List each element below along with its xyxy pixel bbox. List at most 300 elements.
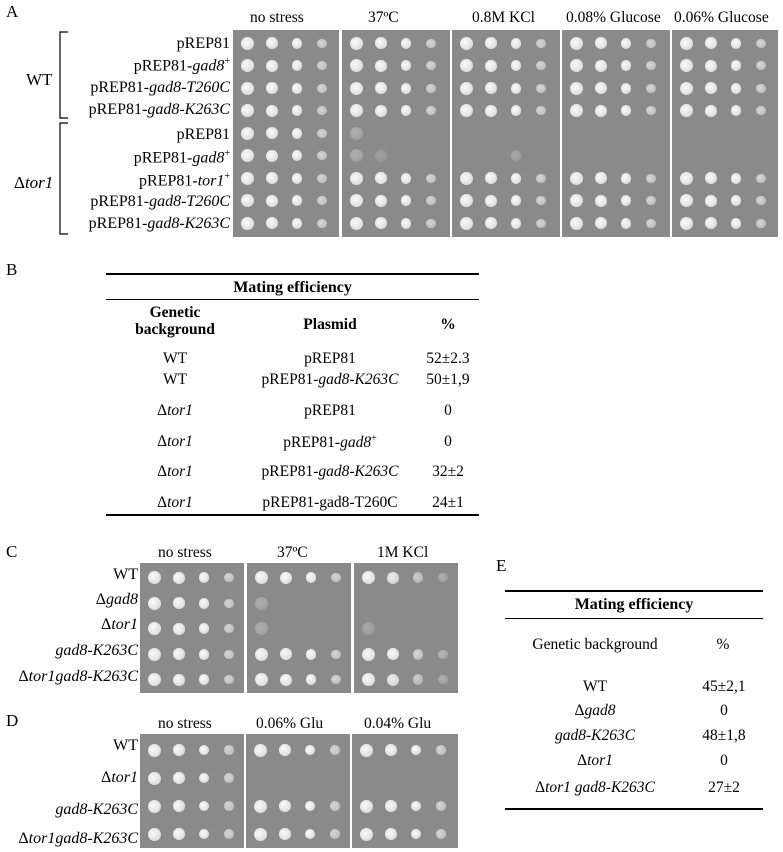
yeast-spot <box>680 194 693 207</box>
yeast-spot <box>148 622 161 635</box>
panel-b-cell-background: WT <box>162 350 188 367</box>
yeast-spot <box>350 149 363 162</box>
yeast-spot <box>306 572 317 583</box>
yeast-spot <box>511 83 522 94</box>
panel-e-cell-percent: 0 <box>720 702 728 719</box>
yeast-spot <box>266 172 278 184</box>
yeast-spot <box>705 105 717 117</box>
panel-a-plate-kcl <box>452 30 560 237</box>
panel-a-row-label: pREP81-gad8-T260C <box>90 79 230 96</box>
yeast-spot <box>292 195 303 206</box>
yeast-spot <box>292 60 303 71</box>
yeast-spot <box>756 106 765 115</box>
yeast-spot <box>387 572 399 584</box>
yeast-spot <box>595 105 607 117</box>
yeast-spot <box>266 150 278 162</box>
yeast-spot <box>317 196 326 205</box>
panel-c-row-label: WT <box>113 566 138 583</box>
panel-e-cell-background: Δgad8 <box>574 702 616 719</box>
yeast-spot <box>413 572 424 583</box>
yeast-spot <box>426 39 435 48</box>
yeast-spot <box>731 105 742 116</box>
yeast-spot <box>148 673 161 686</box>
panel-d-plate-no-stress <box>140 734 244 848</box>
yeast-spot <box>224 650 233 659</box>
yeast-spot <box>306 649 317 660</box>
yeast-spot <box>199 829 210 840</box>
yeast-spot <box>485 195 497 207</box>
yeast-spot <box>266 127 278 139</box>
panel-e-header-background: Genetic background <box>532 636 658 653</box>
yeast-spot <box>199 745 210 756</box>
yeast-spot <box>646 219 655 228</box>
yeast-spot <box>705 82 717 94</box>
yeast-spot <box>362 622 375 635</box>
yeast-spot <box>224 573 233 582</box>
yeast-spot <box>173 597 185 609</box>
panel-d-row-label: Δtor1 <box>101 769 138 786</box>
yeast-spot <box>224 599 233 608</box>
panel-e-cell-background: gad8-K263C <box>554 727 636 744</box>
yeast-spot <box>705 60 717 72</box>
yeast-spot <box>375 172 387 184</box>
panel-d-letter: D <box>6 711 19 730</box>
panel-b-cell-plasmid: pREP81-gad8+ <box>283 433 377 452</box>
panel-a-row-label: pREP81-gad8+ <box>133 148 230 167</box>
panel-b-letter: B <box>6 260 18 279</box>
panel-a-row-label: pREP81-gad8-K263C <box>88 101 230 118</box>
yeast-spot <box>731 60 742 71</box>
yeast-spot <box>595 172 607 184</box>
yeast-spot <box>511 38 522 49</box>
panel-d-row-labels <box>0 0 138 852</box>
yeast-spot <box>241 194 254 207</box>
yeast-spot <box>148 772 161 785</box>
yeast-spot <box>426 219 435 228</box>
yeast-spot <box>266 105 278 117</box>
panel-a-plate-glucose-006 <box>672 30 778 237</box>
yeast-spot <box>255 597 268 610</box>
yeast-spot <box>385 800 397 812</box>
panel-b-cell-percent: 52±2.3 <box>426 350 470 367</box>
yeast-spot <box>331 573 340 582</box>
yeast-spot <box>362 673 375 686</box>
panel-b-cell-plasmid: pREP81-gad8-K263C <box>261 371 399 388</box>
yeast-spot <box>756 219 765 228</box>
panel-b-cell-plasmid: pREP81-gad8-T260C <box>262 494 398 511</box>
yeast-spot <box>375 195 387 207</box>
yeast-spot <box>411 801 422 812</box>
yeast-spot <box>148 800 161 813</box>
yeast-spot <box>292 173 303 184</box>
yeast-spot <box>731 195 742 206</box>
yeast-spot <box>148 597 161 610</box>
yeast-spot <box>411 829 422 840</box>
panel-d-col-glu-004: 0.04% Glu <box>364 715 432 732</box>
yeast-spot <box>436 801 445 810</box>
yeast-spot <box>756 39 765 48</box>
yeast-spot <box>375 60 387 72</box>
yeast-spot <box>241 217 254 230</box>
yeast-spot <box>199 674 210 685</box>
yeast-spot <box>173 772 185 784</box>
yeast-spot <box>426 61 435 70</box>
yeast-spot <box>536 196 545 205</box>
panel-c-row-label: gad8-K263C <box>55 642 138 659</box>
yeast-spot <box>360 800 373 813</box>
yeast-spot <box>460 82 473 95</box>
yeast-spot <box>621 60 632 71</box>
yeast-spot <box>646 61 655 70</box>
yeast-spot <box>731 83 742 94</box>
panel-b-top-rule <box>106 273 479 275</box>
yeast-spot <box>254 744 267 757</box>
panel-a-row-label: pREP81-gad8-K263C <box>88 215 230 232</box>
yeast-spot <box>570 37 583 50</box>
yeast-spot <box>485 60 497 72</box>
yeast-spot <box>199 623 210 634</box>
yeast-spot <box>148 571 161 584</box>
yeast-spot <box>621 195 632 206</box>
yeast-spot <box>680 217 693 230</box>
yeast-spot <box>595 195 607 207</box>
yeast-spot <box>173 572 185 584</box>
yeast-spot <box>536 219 545 228</box>
panel-b-bottom-rule <box>106 514 479 516</box>
panel-a-row-label: pREP81-tor1+ <box>139 171 230 190</box>
yeast-spot <box>199 801 210 812</box>
yeast-spot <box>438 573 447 582</box>
yeast-spot <box>413 649 424 660</box>
yeast-spot <box>224 773 233 782</box>
panel-e-cell-background: Δtor1 <box>577 752 613 769</box>
panel-d-row-label: gad8-K263C <box>55 801 138 818</box>
yeast-spot <box>646 106 655 115</box>
yeast-spot <box>241 127 254 140</box>
yeast-spot <box>292 38 303 49</box>
panel-a-row-label: pREP81 <box>176 35 230 52</box>
yeast-spot <box>317 39 326 48</box>
panel-d-col-no-stress: no stress <box>158 715 212 732</box>
yeast-spot <box>460 104 473 117</box>
yeast-spot <box>595 37 607 49</box>
panel-b-cell-background: Δtor1 <box>157 494 193 511</box>
yeast-spot <box>511 218 522 229</box>
panel-a-col-no-stress: no stress <box>250 9 304 26</box>
yeast-spot <box>279 744 291 756</box>
yeast-spot <box>241 104 254 117</box>
yeast-spot <box>646 196 655 205</box>
yeast-spot <box>595 82 607 94</box>
panel-a-plate-no-stress <box>233 30 339 237</box>
yeast-spot <box>511 60 522 71</box>
yeast-spot <box>460 59 473 72</box>
yeast-spot <box>621 105 632 116</box>
yeast-spot <box>705 37 717 49</box>
panel-b-cell-percent: 50±1,9 <box>426 371 470 388</box>
panel-b-cell-percent: 0 <box>444 402 452 419</box>
yeast-spot <box>241 149 254 162</box>
yeast-spot <box>436 745 445 754</box>
yeast-spot <box>317 84 326 93</box>
yeast-spot <box>292 128 303 139</box>
yeast-spot <box>305 745 316 756</box>
yeast-spot <box>199 598 210 609</box>
yeast-spot <box>173 674 185 686</box>
panel-e-cell-percent: 45±2,1 <box>702 678 746 695</box>
yeast-spot <box>460 194 473 207</box>
panel-b-header-percent: % <box>440 316 456 333</box>
yeast-spot <box>350 37 363 50</box>
yeast-spot <box>331 675 340 684</box>
panel-e-title-rule <box>505 618 763 619</box>
yeast-spot <box>731 38 742 49</box>
panel-b-cell-background: WT <box>162 371 188 388</box>
yeast-spot <box>266 82 278 94</box>
yeast-spot <box>306 674 317 685</box>
yeast-spot <box>731 218 742 229</box>
yeast-spot <box>401 105 412 116</box>
panel-c-letter: C <box>6 542 18 561</box>
yeast-spot <box>401 38 412 49</box>
panel-e-title: Mating efficiency <box>574 596 694 613</box>
yeast-spot <box>292 150 303 161</box>
yeast-spot <box>536 39 545 48</box>
yeast-spot <box>241 172 254 185</box>
panel-c-col-no-stress: no stress <box>158 544 212 561</box>
panel-b-cell-background: Δtor1 <box>157 463 193 480</box>
panel-b-cell-background: Δtor1 <box>157 433 193 450</box>
yeast-spot <box>375 105 387 117</box>
panel-b-title-rule <box>106 299 479 300</box>
yeast-spot <box>350 217 363 230</box>
panel-e-header-percent: % <box>716 636 730 653</box>
yeast-spot <box>266 195 278 207</box>
panel-e-cell-percent: 48±1,8 <box>702 727 746 744</box>
yeast-spot <box>570 104 583 117</box>
yeast-spot <box>570 194 583 207</box>
yeast-spot <box>705 172 717 184</box>
yeast-spot <box>401 218 412 229</box>
yeast-spot <box>756 174 765 183</box>
yeast-spot <box>254 800 267 813</box>
yeast-spot <box>511 150 522 161</box>
yeast-spot <box>331 650 340 659</box>
yeast-spot <box>595 217 607 229</box>
yeast-spot <box>199 649 210 660</box>
panel-a-col-glucose-006: 0.06% Glucose <box>674 9 769 26</box>
yeast-spot <box>224 624 233 633</box>
yeast-spot <box>317 219 326 228</box>
yeast-spot <box>511 173 522 184</box>
panel-e-top-rule <box>505 590 763 592</box>
yeast-spot <box>224 675 233 684</box>
yeast-spot <box>438 650 447 659</box>
yeast-spot <box>255 622 268 635</box>
yeast-spot <box>411 745 422 756</box>
panel-d-plate-glu-004 <box>352 734 458 848</box>
yeast-spot <box>646 174 655 183</box>
yeast-spot <box>317 129 326 138</box>
yeast-spot <box>485 37 497 49</box>
panel-a-group-tor1: Δtor1 <box>14 173 54 192</box>
panel-c-plate-37c <box>247 563 351 693</box>
panel-d-col-glu-006: 0.06% Glu <box>256 715 324 732</box>
yeast-spot <box>595 60 607 72</box>
panel-b-cell-plasmid: pREP81 <box>304 402 356 419</box>
panel-c-row-label: Δtor1gad8-K263C <box>18 668 138 685</box>
yeast-spot <box>199 773 210 784</box>
yeast-spot <box>485 172 497 184</box>
yeast-spot <box>350 172 363 185</box>
yeast-spot <box>241 82 254 95</box>
panel-a-row-label: pREP81-gad8+ <box>133 56 230 75</box>
yeast-spot <box>280 572 292 584</box>
yeast-spot <box>362 648 375 661</box>
yeast-spot <box>460 172 473 185</box>
panel-c-col-37c: 37ºC <box>277 544 308 561</box>
yeast-spot <box>401 83 412 94</box>
yeast-spot <box>317 61 326 70</box>
yeast-spot <box>570 217 583 230</box>
panel-a-letter: A <box>6 2 19 21</box>
yeast-spot <box>254 828 267 841</box>
yeast-spot <box>292 83 303 94</box>
panel-a-col-37c: 37ºC <box>368 9 399 26</box>
yeast-spot <box>360 828 373 841</box>
yeast-spot <box>426 196 435 205</box>
yeast-spot <box>375 150 387 162</box>
yeast-spot <box>756 84 765 93</box>
panel-a-plate-37c <box>342 30 450 237</box>
yeast-spot <box>485 82 497 94</box>
yeast-spot <box>255 673 268 686</box>
yeast-spot <box>360 744 373 757</box>
yeast-spot <box>570 82 583 95</box>
panel-b-cell-percent: 24±1 <box>432 494 464 511</box>
yeast-spot <box>731 173 742 184</box>
panel-c-plate-no-stress <box>140 563 244 693</box>
yeast-spot <box>224 829 233 838</box>
yeast-spot <box>375 37 387 49</box>
yeast-spot <box>292 105 303 116</box>
yeast-spot <box>362 571 375 584</box>
yeast-spot <box>570 172 583 185</box>
yeast-spot <box>279 828 291 840</box>
yeast-spot <box>621 38 632 49</box>
yeast-spot <box>148 744 161 757</box>
yeast-spot <box>621 83 632 94</box>
yeast-spot <box>375 217 387 229</box>
yeast-spot <box>705 195 717 207</box>
yeast-spot <box>646 84 655 93</box>
yeast-spot <box>401 60 412 71</box>
yeast-spot <box>438 675 447 684</box>
panel-b-cell-percent: 0 <box>444 433 452 450</box>
yeast-spot <box>460 37 473 50</box>
yeast-spot <box>511 105 522 116</box>
yeast-spot <box>680 172 693 185</box>
yeast-spot <box>330 829 339 838</box>
yeast-spot <box>646 39 655 48</box>
panel-c-plate-kcl <box>354 563 458 693</box>
panel-b-cell-background: Δtor1 <box>157 402 193 419</box>
yeast-spot <box>680 104 693 117</box>
yeast-spot <box>485 217 497 229</box>
yeast-spot <box>570 59 583 72</box>
panel-d-row-label: Δtor1gad8-K263C <box>18 830 138 847</box>
panel-d-plate-glu-006 <box>246 734 350 848</box>
panel-b-title: Mating efficiency <box>233 279 352 296</box>
yeast-spot <box>460 217 473 230</box>
panel-d-row-label: WT <box>113 737 138 754</box>
yeast-spot <box>173 744 185 756</box>
yeast-spot <box>680 82 693 95</box>
yeast-spot <box>387 674 399 686</box>
yeast-spot <box>536 174 545 183</box>
yeast-spot <box>426 84 435 93</box>
yeast-spot <box>266 37 278 49</box>
yeast-spot <box>436 829 445 838</box>
yeast-spot <box>292 218 303 229</box>
yeast-spot <box>280 648 292 660</box>
yeast-spot <box>305 829 316 840</box>
yeast-spot <box>148 828 161 841</box>
panel-e-cell-percent: 27±2 <box>708 779 740 796</box>
yeast-spot <box>266 60 278 72</box>
yeast-spot <box>705 217 717 229</box>
panel-e-cell-background: WT <box>582 678 608 695</box>
yeast-spot <box>385 828 397 840</box>
yeast-spot <box>241 59 254 72</box>
yeast-spot <box>148 648 161 661</box>
yeast-spot <box>317 151 326 160</box>
panel-e-cell-background: Δtor1 gad8-K263C <box>535 779 655 796</box>
yeast-spot <box>255 571 268 584</box>
yeast-spot <box>536 106 545 115</box>
yeast-spot <box>317 106 326 115</box>
yeast-spot <box>350 104 363 117</box>
yeast-spot <box>266 217 278 229</box>
yeast-spot <box>756 196 765 205</box>
yeast-spot <box>385 744 397 756</box>
yeast-spot <box>426 174 435 183</box>
yeast-spot <box>350 127 363 140</box>
yeast-spot <box>511 195 522 206</box>
panel-c-row-label: Δgad8 <box>95 591 138 608</box>
yeast-spot <box>224 745 233 754</box>
yeast-spot <box>680 59 693 72</box>
yeast-spot <box>680 37 693 50</box>
yeast-spot <box>485 105 497 117</box>
panel-a-row-label: pREP81 <box>176 126 230 143</box>
yeast-spot <box>330 745 339 754</box>
yeast-spot <box>536 61 545 70</box>
yeast-spot <box>413 674 424 685</box>
panel-a-row-label: pREP81-gad8-T260C <box>90 193 230 210</box>
panel-b-header-background: Genetic background <box>135 304 215 339</box>
yeast-spot <box>536 84 545 93</box>
yeast-spot <box>401 173 412 184</box>
yeast-spot <box>621 218 632 229</box>
yeast-spot <box>350 82 363 95</box>
yeast-spot <box>375 82 387 94</box>
panel-a-group-wt: WT <box>26 70 53 89</box>
panel-c-row-label: Δtor1 <box>101 616 138 633</box>
yeast-spot <box>756 61 765 70</box>
yeast-spot <box>173 828 185 840</box>
yeast-spot <box>317 174 326 183</box>
